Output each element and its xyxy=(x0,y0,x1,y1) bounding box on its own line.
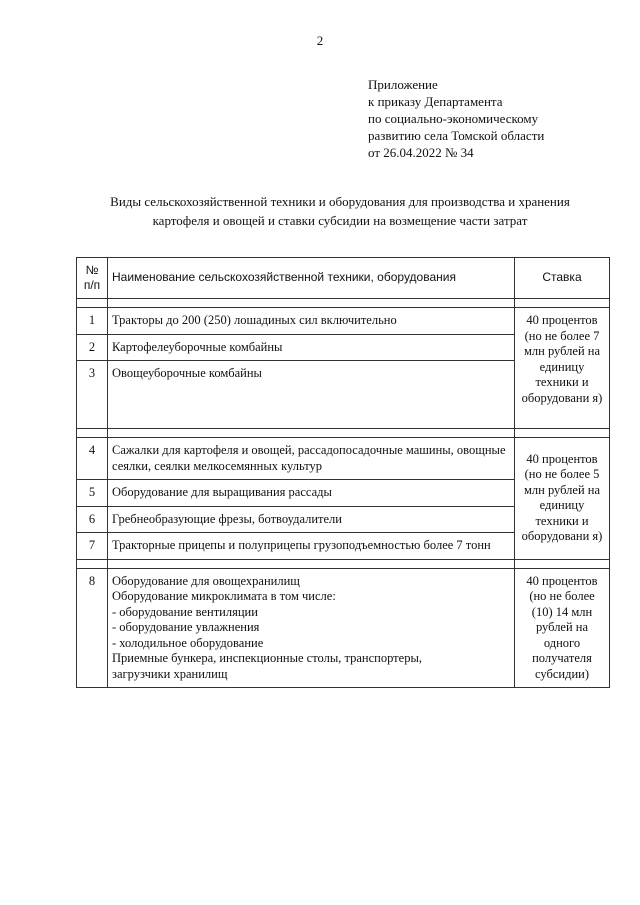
row-name-line: Приемные бункера, инспекционные столы, транспортеры, xyxy=(112,651,422,665)
header-number xyxy=(77,258,108,299)
table-header-row xyxy=(77,258,610,299)
rate-cell: 40 процентов (но не более 7 млн рублей на единицу техники и оборудовани я) xyxy=(515,308,610,429)
row-number: 5 xyxy=(77,480,108,507)
equipment-table xyxy=(76,257,610,688)
row-number: 7 xyxy=(77,533,108,560)
row-name xyxy=(108,568,515,688)
appendix-line: по социально-экономическому xyxy=(368,111,539,126)
row-name: Картофелеуборочные комбайны xyxy=(108,334,515,361)
row-name-line: загрузчики хранилищ xyxy=(112,666,228,681)
spacer-row xyxy=(77,299,610,308)
appendix-line: от 26.04.2022 № 34 xyxy=(368,145,474,160)
row-name: Оборудование для выращивания рассады xyxy=(108,480,515,507)
rate-cell: 40 процентов (но не более (10) 14 млн рублей на одного получателя субсидии) xyxy=(515,568,610,688)
table-row xyxy=(77,568,610,688)
spacer-row xyxy=(77,559,610,568)
row-name: Тракторные прицепы и полуприцепы грузоподъемностью более 7 тонн xyxy=(108,533,515,560)
header-rate: Ставка xyxy=(515,258,610,299)
appendix-line: развитию села Томской области xyxy=(368,128,545,143)
table-row xyxy=(77,308,610,335)
spacer-row xyxy=(77,429,610,438)
title-line: Виды сельскохозяйственной техники и оборудования для производства и хранения xyxy=(110,194,570,209)
row-name: Сажалки для картофеля и овощей, рассадопосадочные машины, овощные сеялки, сеялки мелкосемянных культур xyxy=(108,438,515,480)
appendix-line: Приложение xyxy=(368,77,438,92)
row-name-line: - холодильное оборудование xyxy=(112,635,264,650)
row-name: Овощеуборочные комбайны xyxy=(108,361,515,429)
appendix-block xyxy=(368,76,544,161)
row-number: 6 xyxy=(77,506,108,533)
row-number: 1 xyxy=(77,308,108,335)
row-name-line: Оборудование микроклимата в том числе: xyxy=(112,589,336,603)
row-name-line: - оборудование вентиляции xyxy=(112,604,258,619)
row-number: 4 xyxy=(77,438,108,480)
appendix-line: к приказу Департамента xyxy=(368,94,503,109)
rate-cell: 40 процентов (но не более 5 млн рублей на единицу техники и оборудовани я) xyxy=(515,438,610,560)
row-number: 8 xyxy=(77,568,108,688)
row-name: Гребнеобразующие фрезы, ботвоудалители xyxy=(108,506,515,533)
document-title xyxy=(60,192,620,230)
row-name: Тракторы до 200 (250) лошадиных сил включительно xyxy=(108,308,515,335)
header-number-text: № п/п xyxy=(83,262,101,292)
row-name-line: - оборудование увлажнения xyxy=(112,620,260,634)
row-number: 3 xyxy=(77,361,108,429)
table-row xyxy=(77,438,610,480)
title-line: картофеля и овощей и ставки субсидии на возмещение части затрат xyxy=(152,213,528,228)
row-number: 2 xyxy=(77,334,108,361)
row-name-line: Оборудование для овощехранилищ xyxy=(112,573,300,588)
header-name: Наименование сельскохозяйственной техники, оборудования xyxy=(108,258,515,299)
page-number: 2 xyxy=(316,33,324,48)
